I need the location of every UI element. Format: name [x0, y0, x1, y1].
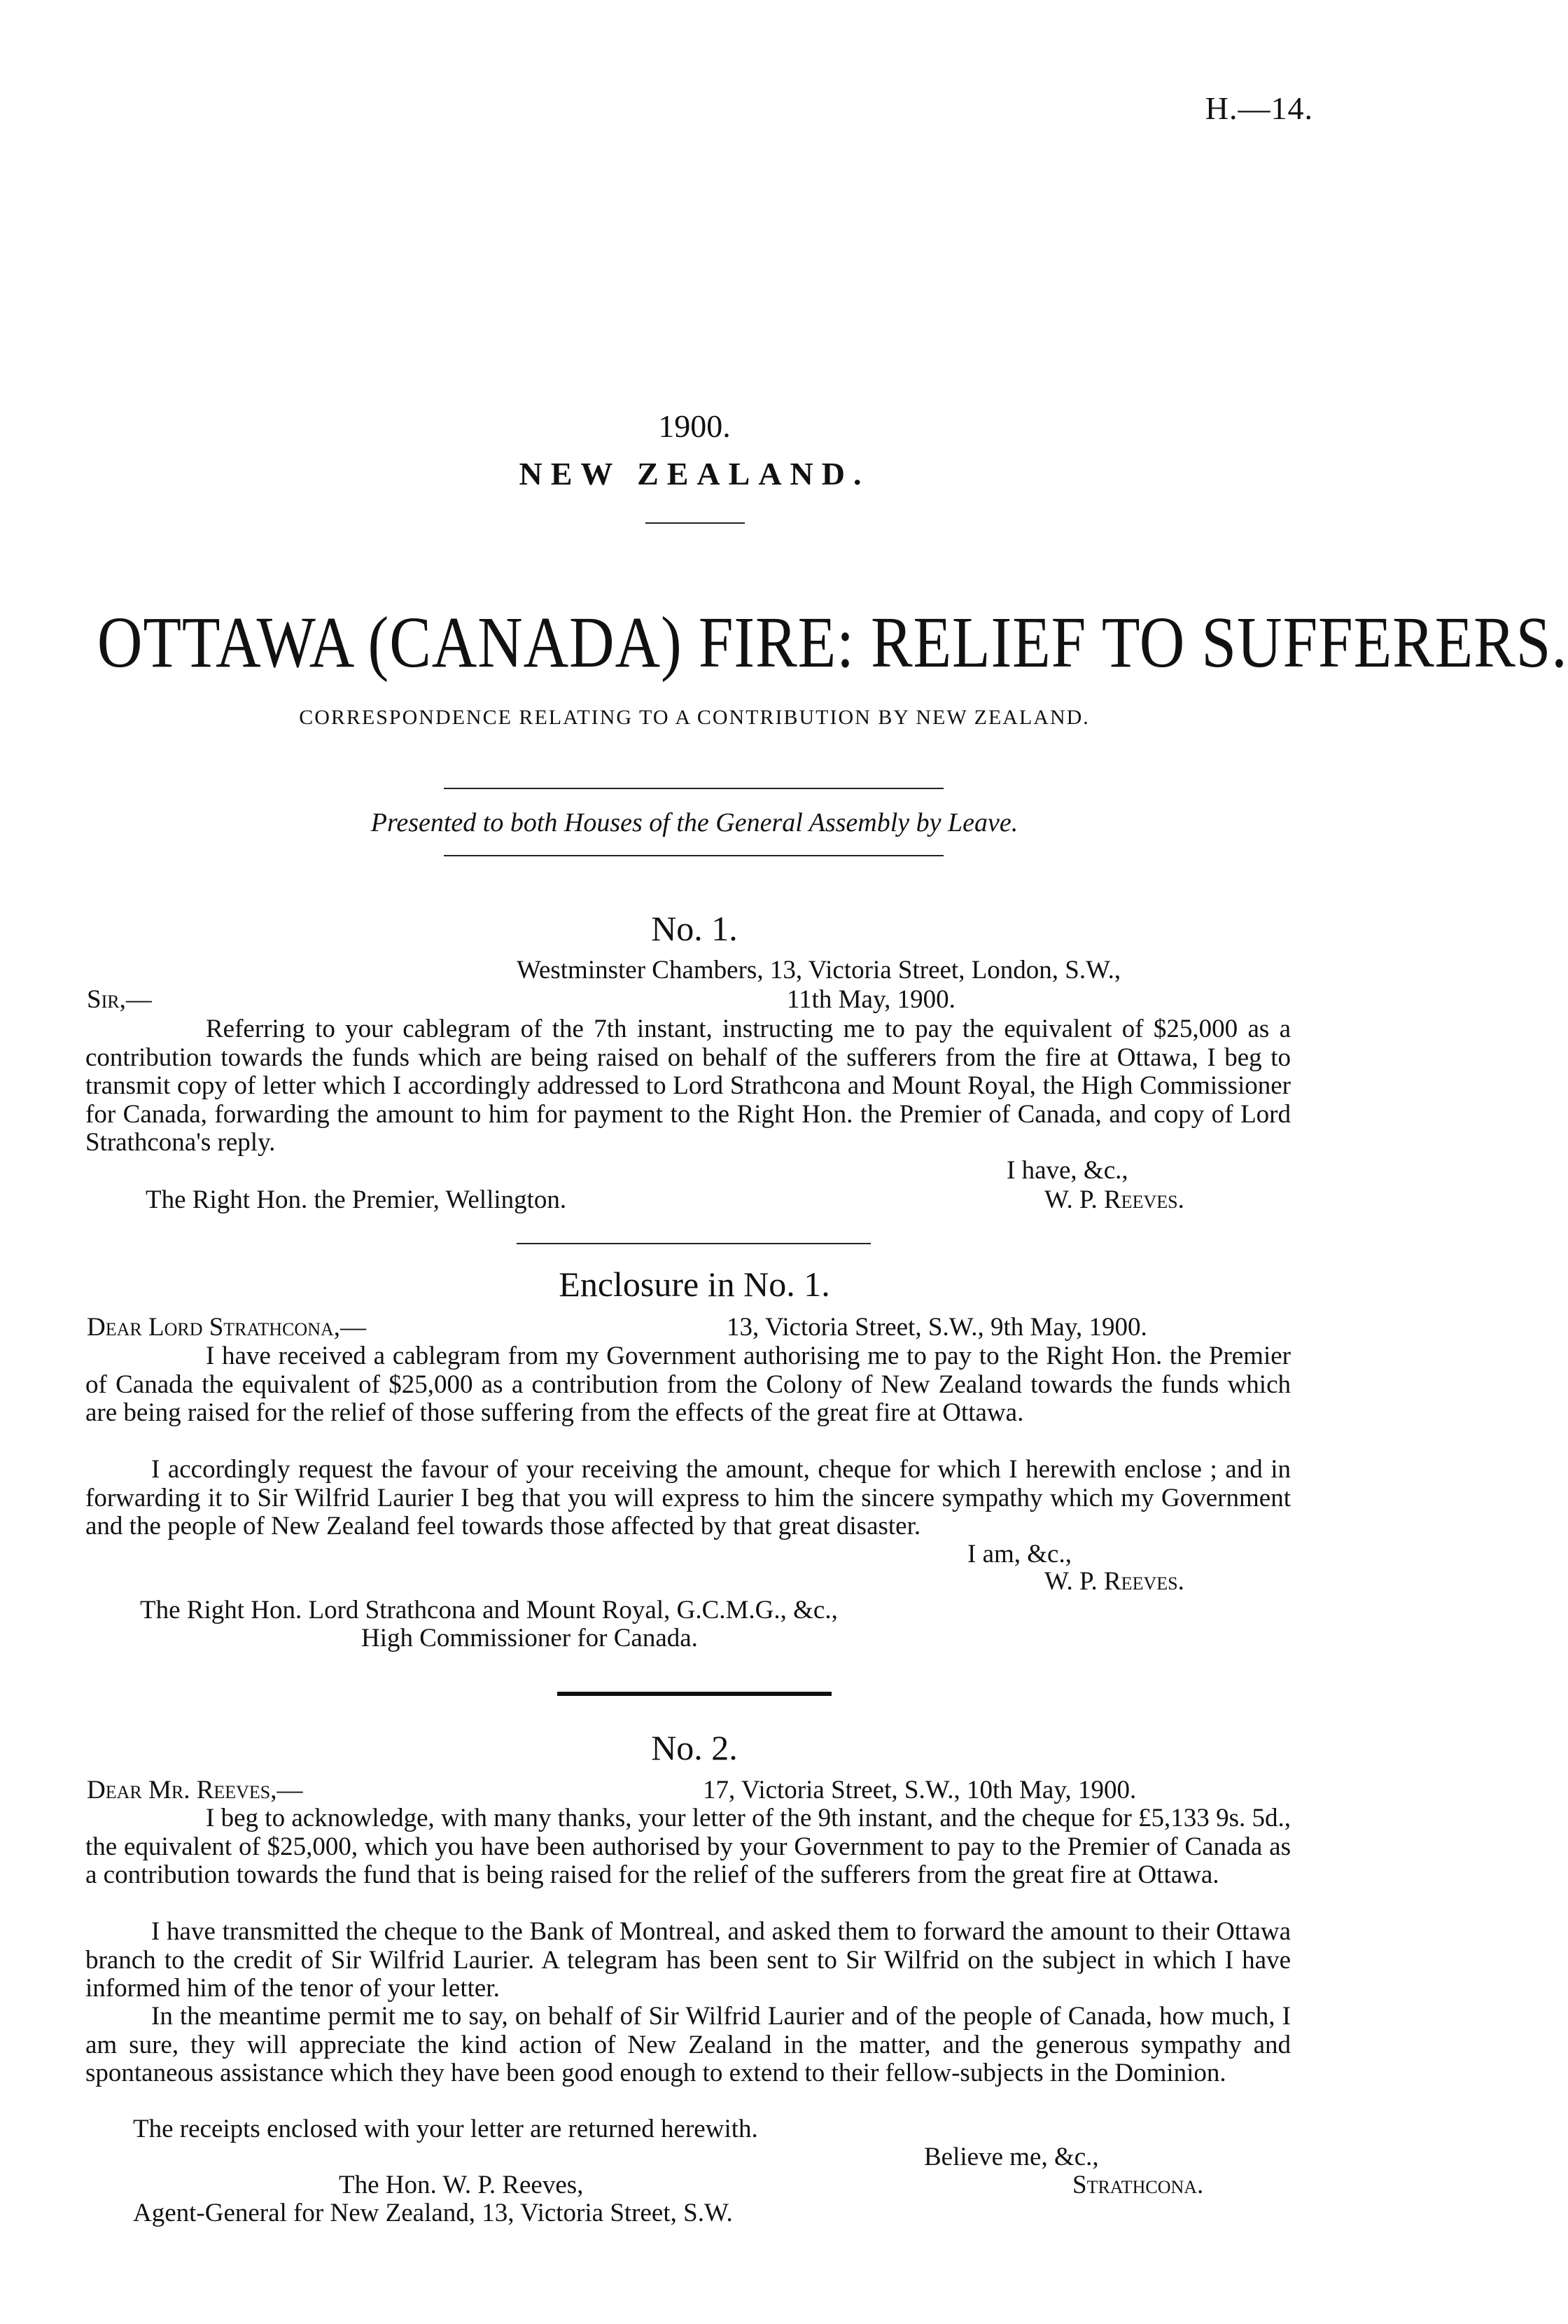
enclosure-signature: W. P. Reeves. [1044, 1567, 1184, 1596]
letter2-heading: No. 2. [651, 1728, 738, 1767]
letter1-rule [517, 1243, 871, 1244]
letter2-signature: Strathcona. [1072, 2171, 1204, 2199]
letter1-heading: No. 1. [651, 909, 738, 948]
letter2-closing: Believe me, &c., [924, 2143, 1099, 2171]
section-divider [557, 1692, 832, 1696]
letter1-closing: I have, &c., [1007, 1156, 1128, 1185]
enclosure-salutation: Dear Lord Strathcona,— [87, 1313, 366, 1342]
letter1-recipient: The Right Hon. the Premier, Wellington. [146, 1185, 567, 1214]
letter1-date: 11th May, 1900. [787, 985, 955, 1014]
presented-rule-bottom [444, 855, 944, 856]
enclosure-paragraph-2: I accordingly request the favour of your receiving the amount, cheque for which I herewith enclose ; and in forwarding it to Sir Wilfrid Laurier I beg that you will express to him the sincere sympathy which my Government and the people of New Zealand feel towards those affected by that great disaster. [85, 1455, 1291, 1540]
letter1-body: Referring to your cablegram of the 7th instant, instructing me to pay the equivalent of $25,000 as a contribution towards the funds which are being raised on behalf of the sufferers from the fire at Ottawa, I beg to transmit copy of letter which I accordingly addressed to Lord Strathcona and Mount Royal, the High Commissioner for Canada, forwarding the amount to him for payment to the Right Hon. the Premier of Canada, and copy of Lord Strathcona's reply. [85, 1015, 1291, 1157]
enclosure-address-date: 13, Victoria Street, S.W., 9th May, 1900. [727, 1313, 1147, 1342]
enclosure-heading: Enclosure in No. 1. [559, 1265, 830, 1304]
country: NEW ZEALAND. [519, 456, 870, 492]
enclosure-paragraph-1: I have received a cablegram from my Government authorising me to pay to the Right Hon. the Premier of Canada the equivalent of $25,000 as a contribution from the Colony of New Zealand towards the funds which are being raised for the relief of those suffering from the effects of the great fire at Ottawa. [85, 1342, 1291, 1427]
letter1-signature: W. P. Reeves. [1044, 1185, 1184, 1214]
letter2-address-date: 17, Victoria Street, S.W., 10th May, 1900. [703, 1776, 1137, 1804]
letter2-recipient-address: Agent-General for New Zealand, 13, Victoria Street, S.W. [133, 2199, 733, 2227]
letter1-address: Westminster Chambers, 13, Victoria Street, London, S.W., [517, 956, 1121, 984]
letter2-paragraph-3: In the meantime permit me to say, on behalf of Sir Wilfrid Laurier and of the people of Canada, how much, I am sure, they will appreciate the kind action of New Zealand in the matter, and the generous sympathy and spontaneous assistance which they have been good enough to extend to their fellow-subjects in the Dominion. [85, 2002, 1291, 2087]
letter2-salutation: Dear Mr. Reeves,— [87, 1776, 303, 1804]
letter2-paragraph-2: I have transmitted the cheque to the Bank of Montreal, and asked them to forward the amount to their Ottawa branch to the credit of Sir Wilfrid Laurier. A telegram has been sent to Sir Wilfrid on the subject in which I have informed him of the tenor of your letter. [85, 1917, 1291, 2003]
enclosure-recipient-title: High Commissioner for Canada. [361, 1624, 698, 1652]
subtitle: CORRESPONDENCE RELATING TO A CONTRIBUTION BY NEW ZEALAND. [299, 706, 1090, 729]
letter2-recipient-name: The Hon. W. P. Reeves, [339, 2171, 584, 2199]
main-title: OTTAWA (CANADA) FIRE: RELIEF TO SUFFERERS. [97, 602, 1568, 683]
letter2-paragraph-1: I beg to acknowledge, with many thanks, your letter of the 9th instant, and the cheque for £5,133 9s. 5d., the equivalent of $25,000, which you have been authorised by your Government to pay to the Premier of Canada as a contribution towards the fund that is being raised for the relief of the sufferers from the great fire at Ottawa. [85, 1804, 1291, 1889]
letter1-salutation: Sir,— [87, 985, 152, 1014]
letter2-paragraph-4: The receipts enclosed with your letter are returned herewith. [133, 2115, 758, 2143]
presented-rule-top [444, 788, 944, 789]
year: 1900. [658, 408, 731, 444]
enclosure-recipient-name: The Right Hon. Lord Strathcona and Mount Royal, G.C.M.G., &c., [140, 1596, 838, 1624]
presented-line: Presented to both Houses of the General Assembly by Leave. [370, 808, 1018, 837]
document-reference: H.—14. [1205, 90, 1313, 126]
enclosure-closing: I am, &c., [967, 1540, 1072, 1568]
header-rule [645, 522, 745, 524]
